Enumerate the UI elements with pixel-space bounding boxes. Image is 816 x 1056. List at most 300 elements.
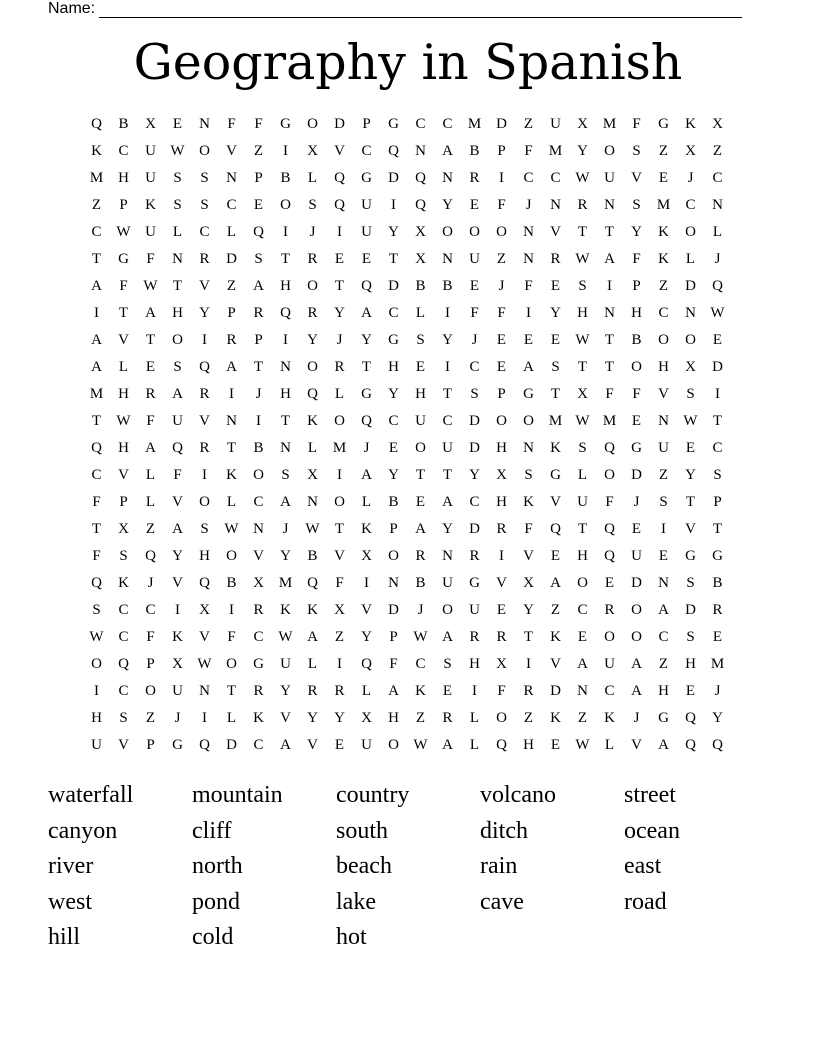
grid-letter: T	[604, 359, 615, 375]
grid-letter: O	[226, 548, 237, 564]
grid-letter: S	[173, 359, 182, 375]
grid-letter: D	[388, 170, 399, 186]
grid-letter: J	[417, 602, 424, 618]
grid-letter: C	[253, 494, 264, 510]
grid-letter: E	[550, 278, 561, 294]
grid-letter: I	[202, 710, 207, 726]
grid-letter: G	[118, 251, 129, 267]
grid-letter: W	[197, 656, 212, 672]
grid-letter: F	[146, 629, 155, 645]
grid-letter: T	[604, 332, 615, 348]
grid-letter: H	[118, 386, 129, 402]
grid-letter: B	[280, 170, 291, 186]
grid-letter: E	[523, 332, 534, 348]
grid-letter: N	[550, 197, 561, 213]
word-bank-item: ditch	[480, 817, 528, 844]
grid-letter: W	[89, 629, 104, 645]
grid-letter: W	[575, 413, 590, 429]
grid-letter: C	[469, 494, 480, 510]
grid-letter: Q	[604, 521, 615, 537]
grid-letter: R	[577, 197, 588, 213]
grid-letter: F	[119, 278, 128, 294]
grid-letter: O	[199, 494, 210, 510]
grid-letter: L	[226, 224, 237, 240]
grid-letter: E	[658, 548, 669, 564]
page-title: Geography in Spanish	[133, 34, 683, 91]
grid-letter: T	[280, 413, 291, 429]
grid-letter: W	[116, 413, 131, 429]
grid-letter: Q	[361, 278, 372, 294]
grid-letter: N	[685, 305, 696, 321]
grid-letter: Y	[631, 224, 642, 240]
grid-letter: F	[227, 629, 236, 645]
grid-letter: Q	[145, 548, 156, 564]
grid-letter: X	[307, 143, 318, 159]
grid-letter: C	[91, 467, 102, 483]
grid-letter: R	[145, 386, 156, 402]
grid-letter: Q	[361, 656, 372, 672]
grid-letter: H	[172, 305, 183, 321]
grid-letter: W	[143, 278, 158, 294]
grid-letter: H	[415, 386, 426, 402]
grid-letter: T	[712, 413, 723, 429]
grid-letter: R	[604, 602, 615, 618]
grid-letter: F	[632, 251, 641, 267]
grid-letter: Q	[604, 548, 615, 564]
grid-letter: H	[118, 170, 129, 186]
grid-letter: D	[685, 278, 696, 294]
grid-letter: Z	[334, 629, 345, 645]
letter-grid	[83, 111, 731, 759]
grid-letter: H	[199, 548, 210, 564]
grid-letter: N	[604, 197, 615, 213]
grid-letter: O	[496, 413, 507, 429]
grid-letter: I	[283, 143, 288, 159]
grid-letter: P	[119, 494, 128, 510]
grid-letter: G	[469, 575, 480, 591]
grid-letter: K	[226, 467, 237, 483]
grid-letter: U	[145, 170, 156, 186]
grid-letter: V	[550, 656, 561, 672]
grid-letter: U	[361, 737, 372, 753]
grid-letter: R	[469, 170, 480, 186]
grid-letter: A	[442, 629, 453, 645]
grid-letter: E	[388, 440, 399, 456]
grid-letter: F	[632, 116, 641, 132]
grid-letter: U	[469, 602, 480, 618]
grid-letter: U	[172, 683, 183, 699]
grid-letter: N	[280, 440, 291, 456]
grid-letter: I	[229, 602, 234, 618]
grid-letter: F	[524, 521, 533, 537]
grid-letter: T	[442, 386, 453, 402]
grid-letter: G	[685, 548, 696, 564]
grid-letter: Q	[334, 197, 345, 213]
grid-letter: N	[523, 440, 534, 456]
grid-letter: U	[280, 656, 291, 672]
grid-letter: N	[523, 251, 534, 267]
grid-letter: T	[226, 440, 237, 456]
grid-letter: G	[658, 116, 669, 132]
grid-letter: R	[523, 683, 534, 699]
grid-letter: U	[442, 440, 453, 456]
grid-letter: E	[469, 197, 480, 213]
grid-letter: X	[415, 224, 426, 240]
grid-letter: D	[226, 251, 237, 267]
grid-letter: T	[280, 251, 291, 267]
grid-letter: B	[388, 494, 399, 510]
grid-letter: X	[496, 467, 507, 483]
grid-letter: T	[91, 251, 102, 267]
grid-letter: I	[526, 656, 531, 672]
grid-letter: X	[118, 521, 129, 537]
grid-letter: W	[575, 251, 590, 267]
grid-letter: V	[280, 710, 291, 726]
grid-letter: P	[254, 332, 263, 348]
grid-letter: V	[172, 494, 183, 510]
grid-letter: L	[604, 737, 615, 753]
grid-letter: Q	[172, 440, 183, 456]
grid-letter: C	[712, 440, 723, 456]
grid-letter: O	[388, 737, 399, 753]
grid-letter: O	[631, 629, 642, 645]
grid-letter: I	[94, 305, 99, 321]
grid-letter: Y	[307, 332, 318, 348]
grid-letter: W	[224, 521, 239, 537]
grid-letter: D	[334, 116, 345, 132]
grid-letter: E	[145, 359, 156, 375]
grid-letter: X	[415, 251, 426, 267]
grid-letter: S	[308, 197, 317, 213]
grid-letter: E	[658, 170, 669, 186]
grid-letter: T	[523, 629, 534, 645]
grid-letter: E	[361, 251, 372, 267]
grid-letter: F	[227, 116, 236, 132]
grid-letter: N	[577, 683, 588, 699]
grid-letter: S	[713, 467, 722, 483]
grid-letter: I	[337, 467, 342, 483]
grid-letter: B	[469, 143, 480, 159]
grid-letter: Y	[712, 710, 723, 726]
grid-letter: K	[307, 413, 318, 429]
grid-letter: S	[686, 575, 695, 591]
grid-letter: F	[335, 575, 344, 591]
grid-letter: J	[471, 332, 478, 348]
grid-letter: X	[307, 467, 318, 483]
grid-letter: T	[442, 467, 453, 483]
grid-letter: Y	[334, 305, 345, 321]
grid-letter: C	[442, 116, 453, 132]
grid-letter: N	[226, 170, 237, 186]
grid-letter: W	[305, 521, 320, 537]
grid-letter: C	[523, 170, 534, 186]
grid-letter: M	[548, 413, 563, 429]
grid-letter: Q	[712, 278, 723, 294]
grid-letter: N	[415, 143, 426, 159]
grid-letter: V	[199, 413, 210, 429]
grid-letter: O	[307, 278, 318, 294]
grid-letter: Y	[307, 710, 318, 726]
grid-letter: Y	[442, 332, 453, 348]
grid-letter: O	[523, 413, 534, 429]
grid-letter: L	[415, 305, 426, 321]
grid-letter: A	[631, 656, 642, 672]
grid-letter: G	[658, 710, 669, 726]
grid-letter: T	[685, 494, 696, 510]
grid-letter: H	[631, 305, 642, 321]
grid-letter: Q	[685, 710, 696, 726]
grid-letter: O	[604, 467, 615, 483]
grid-letter: F	[524, 278, 533, 294]
grid-letter: R	[712, 602, 723, 618]
word-bank-item: lake	[336, 888, 376, 915]
grid-letter: R	[226, 332, 237, 348]
grid-letter: V	[550, 494, 561, 510]
grid-letter: E	[442, 683, 453, 699]
grid-letter: P	[713, 494, 722, 510]
grid-letter: K	[550, 629, 561, 645]
grid-letter: Y	[361, 332, 372, 348]
word-bank-item: east	[624, 853, 662, 879]
grid-letter: B	[415, 278, 426, 294]
word-bank-item: country	[336, 782, 410, 808]
grid-letter: Y	[442, 521, 453, 537]
grid-letter: K	[550, 440, 561, 456]
word-bank-item: hot	[336, 924, 367, 950]
grid-letter: P	[254, 170, 263, 186]
grid-letter: G	[361, 170, 372, 186]
grid-letter: V	[172, 575, 183, 591]
grid-letter: F	[497, 305, 506, 321]
grid-letter: Q	[253, 224, 264, 240]
grid-letter: A	[388, 683, 399, 699]
word-bank-item: west	[48, 888, 92, 915]
grid-letter: F	[92, 548, 101, 564]
grid-letter: Z	[658, 656, 669, 672]
grid-letter: I	[391, 197, 396, 213]
grid-letter: S	[200, 521, 209, 537]
grid-letter: L	[577, 467, 588, 483]
grid-letter: N	[307, 494, 318, 510]
grid-letter: C	[118, 143, 129, 159]
grid-letter: K	[550, 710, 561, 726]
grid-letter: Y	[280, 683, 291, 699]
grid-letter: F	[173, 467, 182, 483]
grid-letter: N	[253, 521, 264, 537]
grid-letter: A	[253, 278, 264, 294]
grid-letter: A	[658, 602, 669, 618]
grid-letter: R	[442, 710, 453, 726]
grid-letter: D	[631, 575, 642, 591]
grid-letter: E	[253, 197, 264, 213]
grid-letter: B	[712, 575, 723, 591]
grid-letter: K	[658, 251, 669, 267]
grid-letter: X	[334, 602, 345, 618]
word-bank-item: road	[624, 888, 667, 915]
grid-letter: L	[307, 170, 318, 186]
grid-letter: T	[577, 521, 588, 537]
grid-letter: T	[118, 305, 129, 321]
grid-letter: E	[415, 494, 426, 510]
grid-letter: K	[658, 224, 669, 240]
grid-letter: E	[550, 737, 561, 753]
grid-letter: C	[199, 224, 210, 240]
grid-letter: N	[442, 548, 453, 564]
grid-letter: H	[388, 710, 399, 726]
grid-letter: I	[661, 521, 666, 537]
grid-letter: W	[116, 224, 131, 240]
grid-letter: D	[631, 467, 642, 483]
grid-letter: F	[389, 656, 398, 672]
grid-letter: R	[253, 602, 264, 618]
grid-letter: Y	[523, 602, 534, 618]
grid-letter: V	[118, 332, 129, 348]
grid-letter: X	[685, 359, 696, 375]
grid-letter: U	[604, 170, 615, 186]
grid-letter: D	[226, 737, 237, 753]
grid-letter: E	[550, 332, 561, 348]
grid-letter: R	[415, 548, 426, 564]
grid-letter: A	[442, 494, 453, 510]
grid-letter: L	[712, 224, 723, 240]
grid-letter: Q	[361, 413, 372, 429]
grid-letter: G	[388, 332, 399, 348]
grid-letter: L	[361, 683, 372, 699]
grid-letter: M	[332, 440, 347, 456]
grid-letter: I	[256, 413, 261, 429]
grid-letter: W	[413, 629, 428, 645]
grid-letter: E	[685, 440, 696, 456]
grid-letter: J	[714, 251, 721, 267]
grid-letter: E	[496, 332, 507, 348]
grid-letter: I	[472, 683, 477, 699]
grid-letter: G	[712, 548, 723, 564]
grid-letter: F	[470, 305, 479, 321]
grid-letter: J	[525, 197, 532, 213]
grid-letter: Q	[199, 575, 210, 591]
grid-letter: K	[685, 116, 696, 132]
word-bank-item: hill	[48, 924, 81, 950]
word-bank-item: beach	[336, 853, 392, 879]
grid-letter: Z	[145, 521, 156, 537]
grid-letter: O	[388, 548, 399, 564]
grid-letter: H	[496, 494, 507, 510]
grid-letter: R	[496, 629, 507, 645]
grid-letter: A	[550, 575, 561, 591]
grid-letter: L	[118, 359, 129, 375]
grid-letter: M	[89, 386, 104, 402]
grid-letter: W	[575, 737, 590, 753]
word-bank-item: ocean	[624, 817, 680, 844]
grid-letter: R	[199, 251, 210, 267]
grid-letter: O	[442, 224, 453, 240]
grid-letter: O	[604, 143, 615, 159]
grid-letter: P	[497, 386, 506, 402]
grid-letter: J	[282, 521, 289, 537]
grid-letter: N	[172, 251, 183, 267]
grid-letter: R	[199, 440, 210, 456]
grid-letter: Z	[550, 602, 561, 618]
grid-letter: H	[469, 656, 480, 672]
grid-letter: A	[226, 359, 237, 375]
grid-letter: K	[118, 575, 129, 591]
grid-letter: L	[334, 386, 345, 402]
grid-letter: U	[145, 143, 156, 159]
grid-letter: A	[361, 467, 372, 483]
grid-letter: J	[687, 170, 694, 186]
grid-letter: C	[469, 359, 480, 375]
grid-letter: O	[226, 656, 237, 672]
grid-letter: V	[685, 521, 696, 537]
grid-letter: U	[550, 116, 561, 132]
grid-letter: O	[415, 440, 426, 456]
grid-letter: H	[658, 359, 669, 375]
grid-letter: C	[685, 197, 696, 213]
grid-letter: L	[145, 494, 156, 510]
grid-letter: H	[388, 359, 399, 375]
grid-letter: E	[469, 278, 480, 294]
grid-letter: G	[550, 467, 561, 483]
grid-letter: I	[283, 332, 288, 348]
grid-letter: M	[278, 575, 293, 591]
grid-letter: J	[363, 440, 370, 456]
grid-letter: E	[712, 629, 723, 645]
grid-letter: Z	[145, 710, 156, 726]
grid-letter: O	[199, 143, 210, 159]
grid-letter: C	[253, 737, 264, 753]
word-bank-item: river	[48, 853, 94, 879]
grid-letter: X	[145, 116, 156, 132]
grid-letter: Q	[118, 656, 129, 672]
grid-letter: S	[686, 629, 695, 645]
grid-letter: K	[253, 710, 264, 726]
word-bank-item: cliff	[192, 817, 232, 844]
grid-letter: V	[658, 386, 669, 402]
word-bank-item: volcano	[480, 782, 556, 808]
grid-letter: H	[118, 440, 129, 456]
grid-letter: E	[631, 413, 642, 429]
grid-letter: U	[469, 251, 480, 267]
grid-letter: I	[607, 278, 612, 294]
grid-letter: S	[92, 602, 101, 618]
grid-letter: N	[712, 197, 723, 213]
grid-letter: E	[496, 359, 507, 375]
grid-letter: S	[632, 143, 641, 159]
grid-letter: Y	[442, 197, 453, 213]
grid-letter: R	[253, 305, 264, 321]
grid-letter: C	[91, 224, 102, 240]
grid-letter: I	[337, 656, 342, 672]
grid-letter: A	[604, 251, 615, 267]
grid-letter: T	[712, 521, 723, 537]
grid-letter: E	[550, 548, 561, 564]
grid-letter: K	[280, 602, 291, 618]
grid-letter: R	[253, 683, 264, 699]
grid-letter: G	[388, 116, 399, 132]
grid-letter: D	[388, 602, 399, 618]
grid-letter: U	[145, 224, 156, 240]
grid-letter: F	[605, 494, 614, 510]
grid-letter: A	[280, 494, 291, 510]
name-underline	[99, 2, 742, 18]
grid-letter: Y	[388, 386, 399, 402]
grid-letter: I	[715, 386, 720, 402]
grid-letter: U	[415, 413, 426, 429]
grid-letter: O	[577, 575, 588, 591]
grid-letter: I	[526, 305, 531, 321]
grid-letter: Q	[280, 305, 291, 321]
grid-letter: U	[577, 494, 588, 510]
